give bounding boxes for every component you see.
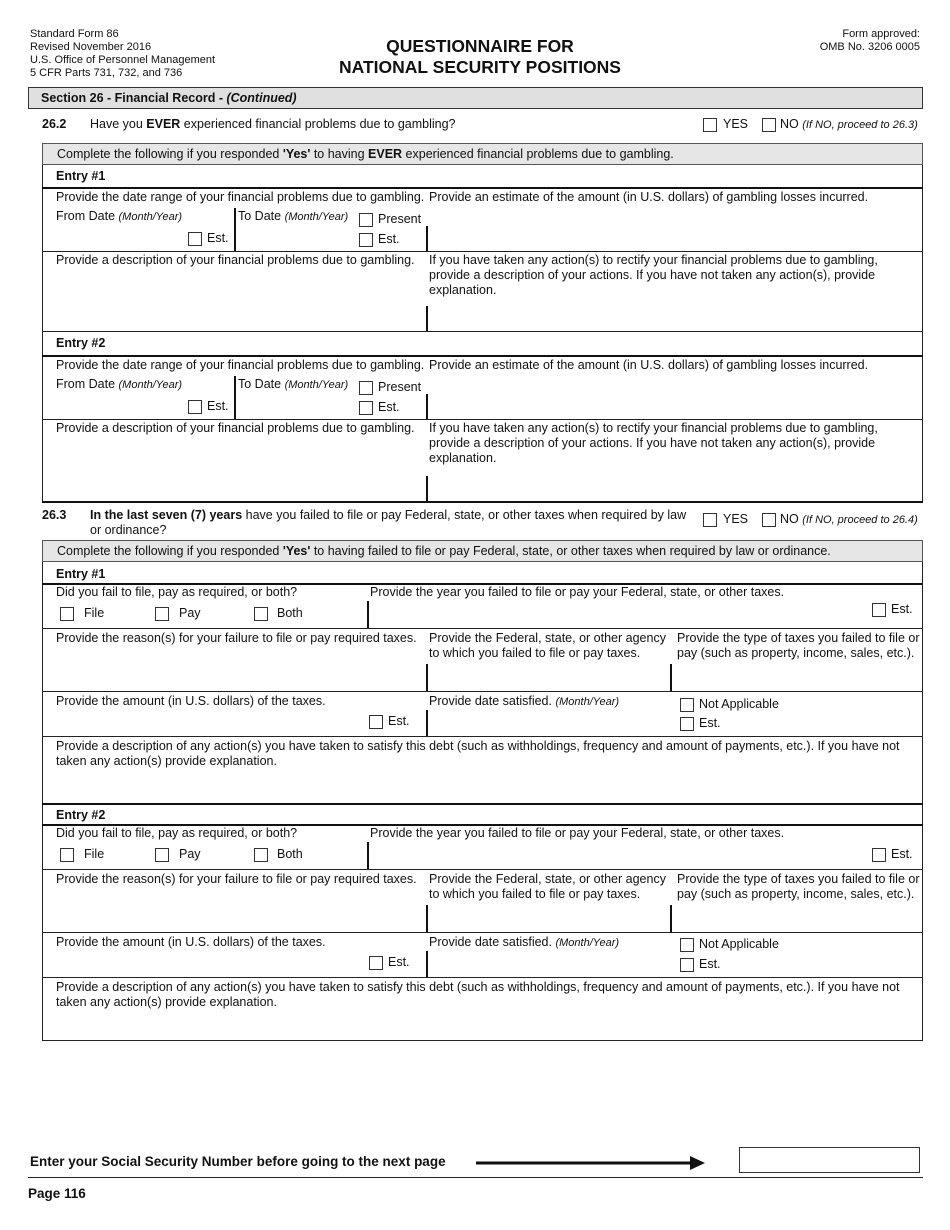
- q263-left-border: [42, 562, 43, 1041]
- divider: [426, 951, 428, 977]
- q262-yes-label: YES: [723, 117, 749, 131]
- section-header: Section 26 - Financial Record - (Continued): [28, 87, 923, 109]
- q262-e1-description-label: Provide a description of your financial problems due to gambling.: [56, 253, 415, 267]
- question-number-26-3: 26.3: [42, 508, 67, 522]
- divider: [367, 842, 369, 870]
- q263-e2-file-label: File: [84, 847, 105, 861]
- form-revision: Revised November 2016: [30, 41, 152, 53]
- q263-e1-file-label: File: [84, 606, 105, 620]
- q263-e2-not-applicable-checkbox[interactable]: [680, 938, 694, 952]
- divider: [42, 187, 923, 189]
- q262-e1-present-checkbox[interactable]: [359, 213, 373, 227]
- footer-divider: [28, 1177, 923, 1178]
- q263-e2-amount-input[interactable]: [42, 977, 923, 978]
- q263-e1-amount-label: Provide the amount (in U.S. dollars) of the taxes.: [56, 694, 326, 708]
- divider: [426, 394, 428, 420]
- question-26-2-text: Have you EVER experienced financial problems due to gambling?: [90, 117, 456, 131]
- q263-e2-date-est-checkbox[interactable]: [680, 958, 694, 972]
- q262-e1-from-date-label: From Date (Month/Year): [56, 209, 183, 223]
- q263-e1-both-checkbox[interactable]: [254, 607, 268, 621]
- q263-no-checkbox[interactable]: [762, 513, 776, 527]
- q262-e2-from-date-label: From Date (Month/Year): [56, 377, 183, 391]
- q263-e1-year-est-label: Est.: [891, 602, 913, 616]
- divider: [367, 601, 369, 629]
- q262-e2-present-label: Present: [378, 380, 422, 394]
- q263-e1-not-applicable-label: Not Applicable: [699, 697, 779, 711]
- q262-no-checkbox[interactable]: [762, 118, 776, 132]
- q263-e1-date-est-label: Est.: [699, 716, 721, 730]
- q262-e2-estimate-label: Provide an estimate of the amount (in U.S. dollars) of gambling losses incurred.: [429, 358, 869, 372]
- q263-e2-year-label: Provide the year you failed to file or pay your Federal, state, or other taxes.: [370, 826, 785, 840]
- q263-e1-date-est-checkbox[interactable]: [680, 717, 694, 731]
- q263-e2-date-satisfied-label: Provide date satisfied. (Month/Year): [429, 935, 620, 949]
- q263-yes-label: YES: [723, 512, 749, 526]
- q262-e1-to-est-label: Est.: [378, 232, 400, 246]
- divider: [426, 905, 428, 933]
- page-number: Page 116: [28, 1186, 86, 1201]
- q263-e2-amount-est-label: Est.: [388, 955, 410, 969]
- form-cfr: 5 CFR Parts 731, 732, and 736: [30, 67, 183, 79]
- q262-e2-to-date-label: To Date (Month/Year): [238, 377, 349, 391]
- divider: [426, 476, 428, 502]
- q263-e1-agency-label: Provide the Federal, state, or other agency to which you failed to file or pay taxes.: [429, 631, 666, 660]
- q263-e1-both-label: Both: [277, 606, 303, 620]
- q263-e2-reason-label: Provide the reason(s) for your failure to file or pay required taxes.: [56, 872, 417, 886]
- q262-e1-present-label: Present: [378, 212, 422, 226]
- q263-e2-not-applicable-label: Not Applicable: [699, 937, 779, 951]
- q263-e1-reason-input[interactable]: [42, 691, 923, 692]
- divider: [670, 905, 672, 933]
- q263-e2-pay-label: Pay: [179, 847, 201, 861]
- q263-e1-action-input[interactable]: [42, 803, 923, 805]
- page-title: QUESTIONNAIRE FOR NATIONAL SECURITY POSITIONS: [339, 36, 621, 77]
- ssn-input[interactable]: [739, 1147, 920, 1173]
- q263-e1-year-est-checkbox[interactable]: [872, 603, 886, 617]
- q262-e2-action-label: If you have taken any action(s) to rectify your financial problems due to gambling, provide a description of your actions. If you have not taken any action(s), provide explanation.: [429, 421, 878, 465]
- q263-e2-year-input[interactable]: [42, 869, 923, 870]
- divider: [426, 306, 428, 332]
- q263-e2-year-est-checkbox[interactable]: [872, 848, 886, 862]
- q263-e2-both-checkbox[interactable]: [254, 848, 268, 862]
- q263-e2-amount-est-checkbox[interactable]: [369, 956, 383, 970]
- q262-e1-action-label: If you have taken any action(s) to rectify your financial problems due to gambling, provide a description of your actions. If you have not taken any action(s), provide explanation.: [429, 253, 878, 297]
- q263-e1-amount-est-label: Est.: [388, 714, 410, 728]
- q263-e2-agency-label: Provide the Federal, state, or other agency to which you failed to file or pay taxes.: [429, 872, 666, 901]
- q263-no-label: NO (If NO, proceed to 26.4): [780, 512, 918, 526]
- q263-e1-not-applicable-checkbox[interactable]: [680, 698, 694, 712]
- q263-e1-year-input[interactable]: [42, 628, 923, 629]
- arrow-right-icon: [474, 1155, 706, 1171]
- q263-right-border: [922, 562, 923, 1041]
- q262-e2-from-est-checkbox[interactable]: [188, 400, 202, 414]
- q262-e1-date-range-label: Provide the date range of your financial problems due to gambling.: [56, 190, 425, 204]
- form-agency: U.S. Office of Personnel Management: [30, 54, 216, 66]
- q263-e2-fail-question: Did you fail to file, pay as required, or both?: [56, 826, 298, 840]
- q263-e1-reason-label: Provide the reason(s) for your failure to file or pay required taxes.: [56, 631, 417, 645]
- q263-instruction-banner: Complete the following if you responded 'Yes' to having failed to file or pay Federal, state, or other taxes when required by law or ordinance.: [42, 540, 923, 562]
- divider: [42, 501, 923, 503]
- q262-e2-description-label: Provide a description of your financial problems due to gambling.: [56, 421, 415, 435]
- q262-e1-from-date-input[interactable]: [42, 251, 923, 252]
- q262-e1-estimate-label: Provide an estimate of the amount (in U.S. dollars) of gambling losses incurred.: [429, 190, 869, 204]
- divider: [234, 376, 236, 420]
- q263-e2-date-est-label: Est.: [699, 957, 721, 971]
- q262-e1-from-est-checkbox[interactable]: [188, 232, 202, 246]
- q263-e2-action-label: Provide a description of any action(s) you have taken to satisfy this debt (such as withholdings, frequency and amount of payments, etc.). If you have not taken any action(s) provide explanation.: [56, 980, 900, 1009]
- q263-e1-file-checkbox[interactable]: [60, 607, 74, 621]
- q262-e2-from-est-label: Est.: [207, 399, 229, 413]
- divider: [426, 710, 428, 736]
- divider: [234, 208, 236, 252]
- q262-e1-from-est-label: Est.: [207, 231, 229, 245]
- q263-e1-date-satisfied-label: Provide date satisfied. (Month/Year): [429, 694, 620, 708]
- q263-e2-both-label: Both: [277, 847, 303, 861]
- q262-right-border: [922, 165, 923, 503]
- form-number: Standard Form 86: [30, 28, 119, 40]
- q263-e1-amount-input[interactable]: [42, 736, 923, 737]
- q262-e2-from-date-input[interactable]: [42, 419, 923, 420]
- q263-e1-pay-label: Pay: [179, 606, 201, 620]
- divider: [42, 355, 923, 357]
- q263-e2-amount-label: Provide the amount (in U.S. dollars) of the taxes.: [56, 935, 326, 949]
- q263-entry2-label: Entry #2: [56, 808, 106, 822]
- q263-e2-year-est-label: Est.: [891, 847, 913, 861]
- q262-entry2-label: Entry #2: [56, 336, 106, 350]
- divider: [426, 226, 428, 252]
- q263-e2-reason-input[interactable]: [42, 932, 923, 933]
- q263-e1-fail-question: Did you fail to file, pay as required, or both?: [56, 585, 298, 599]
- q262-no-label: NO (If NO, proceed to 26.3): [780, 117, 918, 131]
- q263-e1-type-label: Provide the type of taxes you failed to file or pay (such as property, income, sales, etc.).: [677, 631, 920, 660]
- q263-yes-checkbox[interactable]: [703, 513, 717, 527]
- q262-e1-to-est-checkbox[interactable]: [359, 233, 373, 247]
- q263-e2-file-checkbox[interactable]: [60, 848, 74, 862]
- form-identification: [30, 28, 215, 80]
- q263-e2-action-input[interactable]: [42, 1040, 923, 1041]
- q262-e1-description-input[interactable]: [42, 331, 923, 332]
- question-26-3-text: In the last seven (7) years have you failed to file or pay Federal, state, or other taxes when required by law or ordinance?: [90, 508, 687, 537]
- q262-yes-checkbox[interactable]: [703, 118, 717, 132]
- q263-e2-pay-checkbox[interactable]: [155, 848, 169, 862]
- q262-e2-to-est-label: Est.: [378, 400, 400, 414]
- q262-e2-present-checkbox[interactable]: [359, 381, 373, 395]
- q263-e1-amount-est-checkbox[interactable]: [369, 715, 383, 729]
- question-number-26-2: 26.2: [42, 117, 67, 131]
- q262-e1-to-date-label: To Date (Month/Year): [238, 209, 349, 223]
- q262-left-border: [42, 165, 43, 503]
- omb-approval: Form approved: OMB No. 3206 0005: [819, 28, 920, 53]
- q263-e2-type-label: Provide the type of taxes you failed to file or pay (such as property, income, sales, etc.).: [677, 872, 920, 901]
- q263-e1-pay-checkbox[interactable]: [155, 607, 169, 621]
- divider: [670, 664, 672, 692]
- q263-entry1-label: Entry #1: [56, 567, 106, 581]
- q262-instruction-banner: Complete the following if you responded 'Yes' to having EVER experienced financial problems due to gambling.: [42, 143, 923, 165]
- q263-e1-action-label: Provide a description of any action(s) you have taken to satisfy this debt (such as withholdings, frequency and amount of payments, etc.). If you have not taken any action(s) provide explanation.: [56, 739, 900, 768]
- ssn-prompt: Enter your Social Security Number before going to the next page: [30, 1154, 446, 1169]
- q262-e2-date-range-label: Provide the date range of your financial problems due to gambling.: [56, 358, 425, 372]
- q263-e1-year-label: Provide the year you failed to file or pay your Federal, state, or other taxes.: [370, 585, 785, 599]
- q262-entry1-label: Entry #1: [56, 169, 106, 183]
- q262-e2-to-est-checkbox[interactable]: [359, 401, 373, 415]
- divider: [426, 664, 428, 692]
